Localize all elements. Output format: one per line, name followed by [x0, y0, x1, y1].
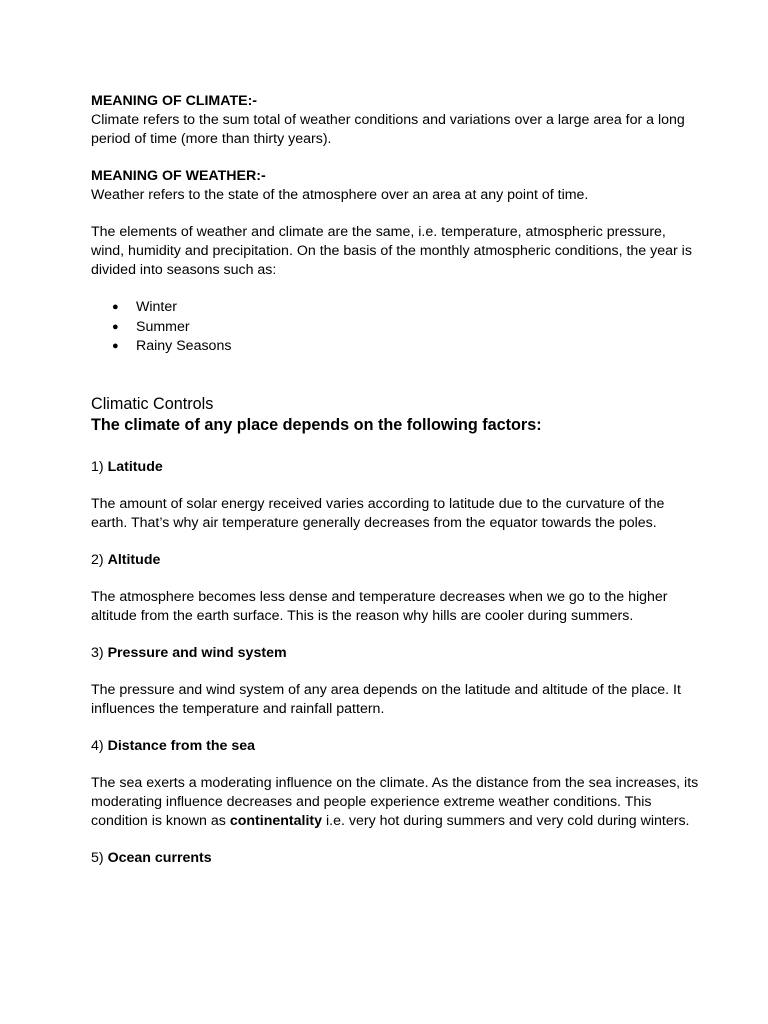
climate-definition: Climate refers to the sum total of weather conditions and variations over a large area for a long period of time (more than thirty years). — [91, 112, 685, 147]
factor-1-heading: 1) Latitude — [91, 458, 163, 475]
factor-3-text: The pressure and wind system of any area depends on the latitude and altitude of the place. It influences the temperature and rainfall pattern. — [91, 681, 681, 717]
bullet-icon: ● — [112, 320, 119, 333]
weather-definition: Weather refers to the state of the atmosphere over an area at any point of time. — [91, 187, 589, 203]
factor-5-heading: 5) Ocean currents — [91, 849, 212, 866]
seasons-list — [91, 298, 701, 357]
document-content — [91, 92, 701, 868]
factor-4-text: The sea exerts a moderating influence on the climate. As the distance from the sea increases, its moderating influence decreases and people experience extreme weather conditions. This condition is known as continentality i.e. very hot during summers and very cold during winters. — [91, 774, 699, 829]
continentality-term: continentality — [229, 812, 323, 829]
factor-3-heading: 3) Pressure and wind system — [91, 644, 287, 661]
bullet-icon: ● — [112, 340, 119, 352]
factor-2-heading: 2) Altitude — [91, 551, 161, 568]
section-subtitle: The climate of any place depends on the following factors: — [91, 416, 542, 434]
elements-paragraph: The elements of weather and climate are the same, i.e. temperature, atmospheric pressure, wind, humidity and precipitation. On the basis of the monthly atmospheric conditions, the year is divided into seasons such as: — [91, 224, 692, 278]
list-item: ● Summer — [91, 318, 701, 338]
factor-4-heading: 4) Distance from the sea — [91, 737, 256, 754]
climate-heading: MEANING OF CLIMATE:- — [91, 93, 258, 109]
bullet-icon: ● — [112, 301, 119, 313]
list-item: ● Winter — [91, 298, 701, 318]
section-title: Climatic Controls — [91, 394, 214, 413]
factor-2-text: The atmosphere becomes less dense and temperature decreases when we go to the higher altitude from the earth surface. This is the reason why hills are cooler during summers. — [91, 588, 668, 624]
weather-heading: MEANING OF WEATHER:- — [91, 168, 266, 184]
factor-1-text: The amount of solar energy received varies according to latitude due to the curvature of the earth. That’s why air temperature generally decreases from the equator towards the poles. — [91, 495, 665, 531]
list-item: ● Rainy Seasons — [91, 337, 701, 357]
